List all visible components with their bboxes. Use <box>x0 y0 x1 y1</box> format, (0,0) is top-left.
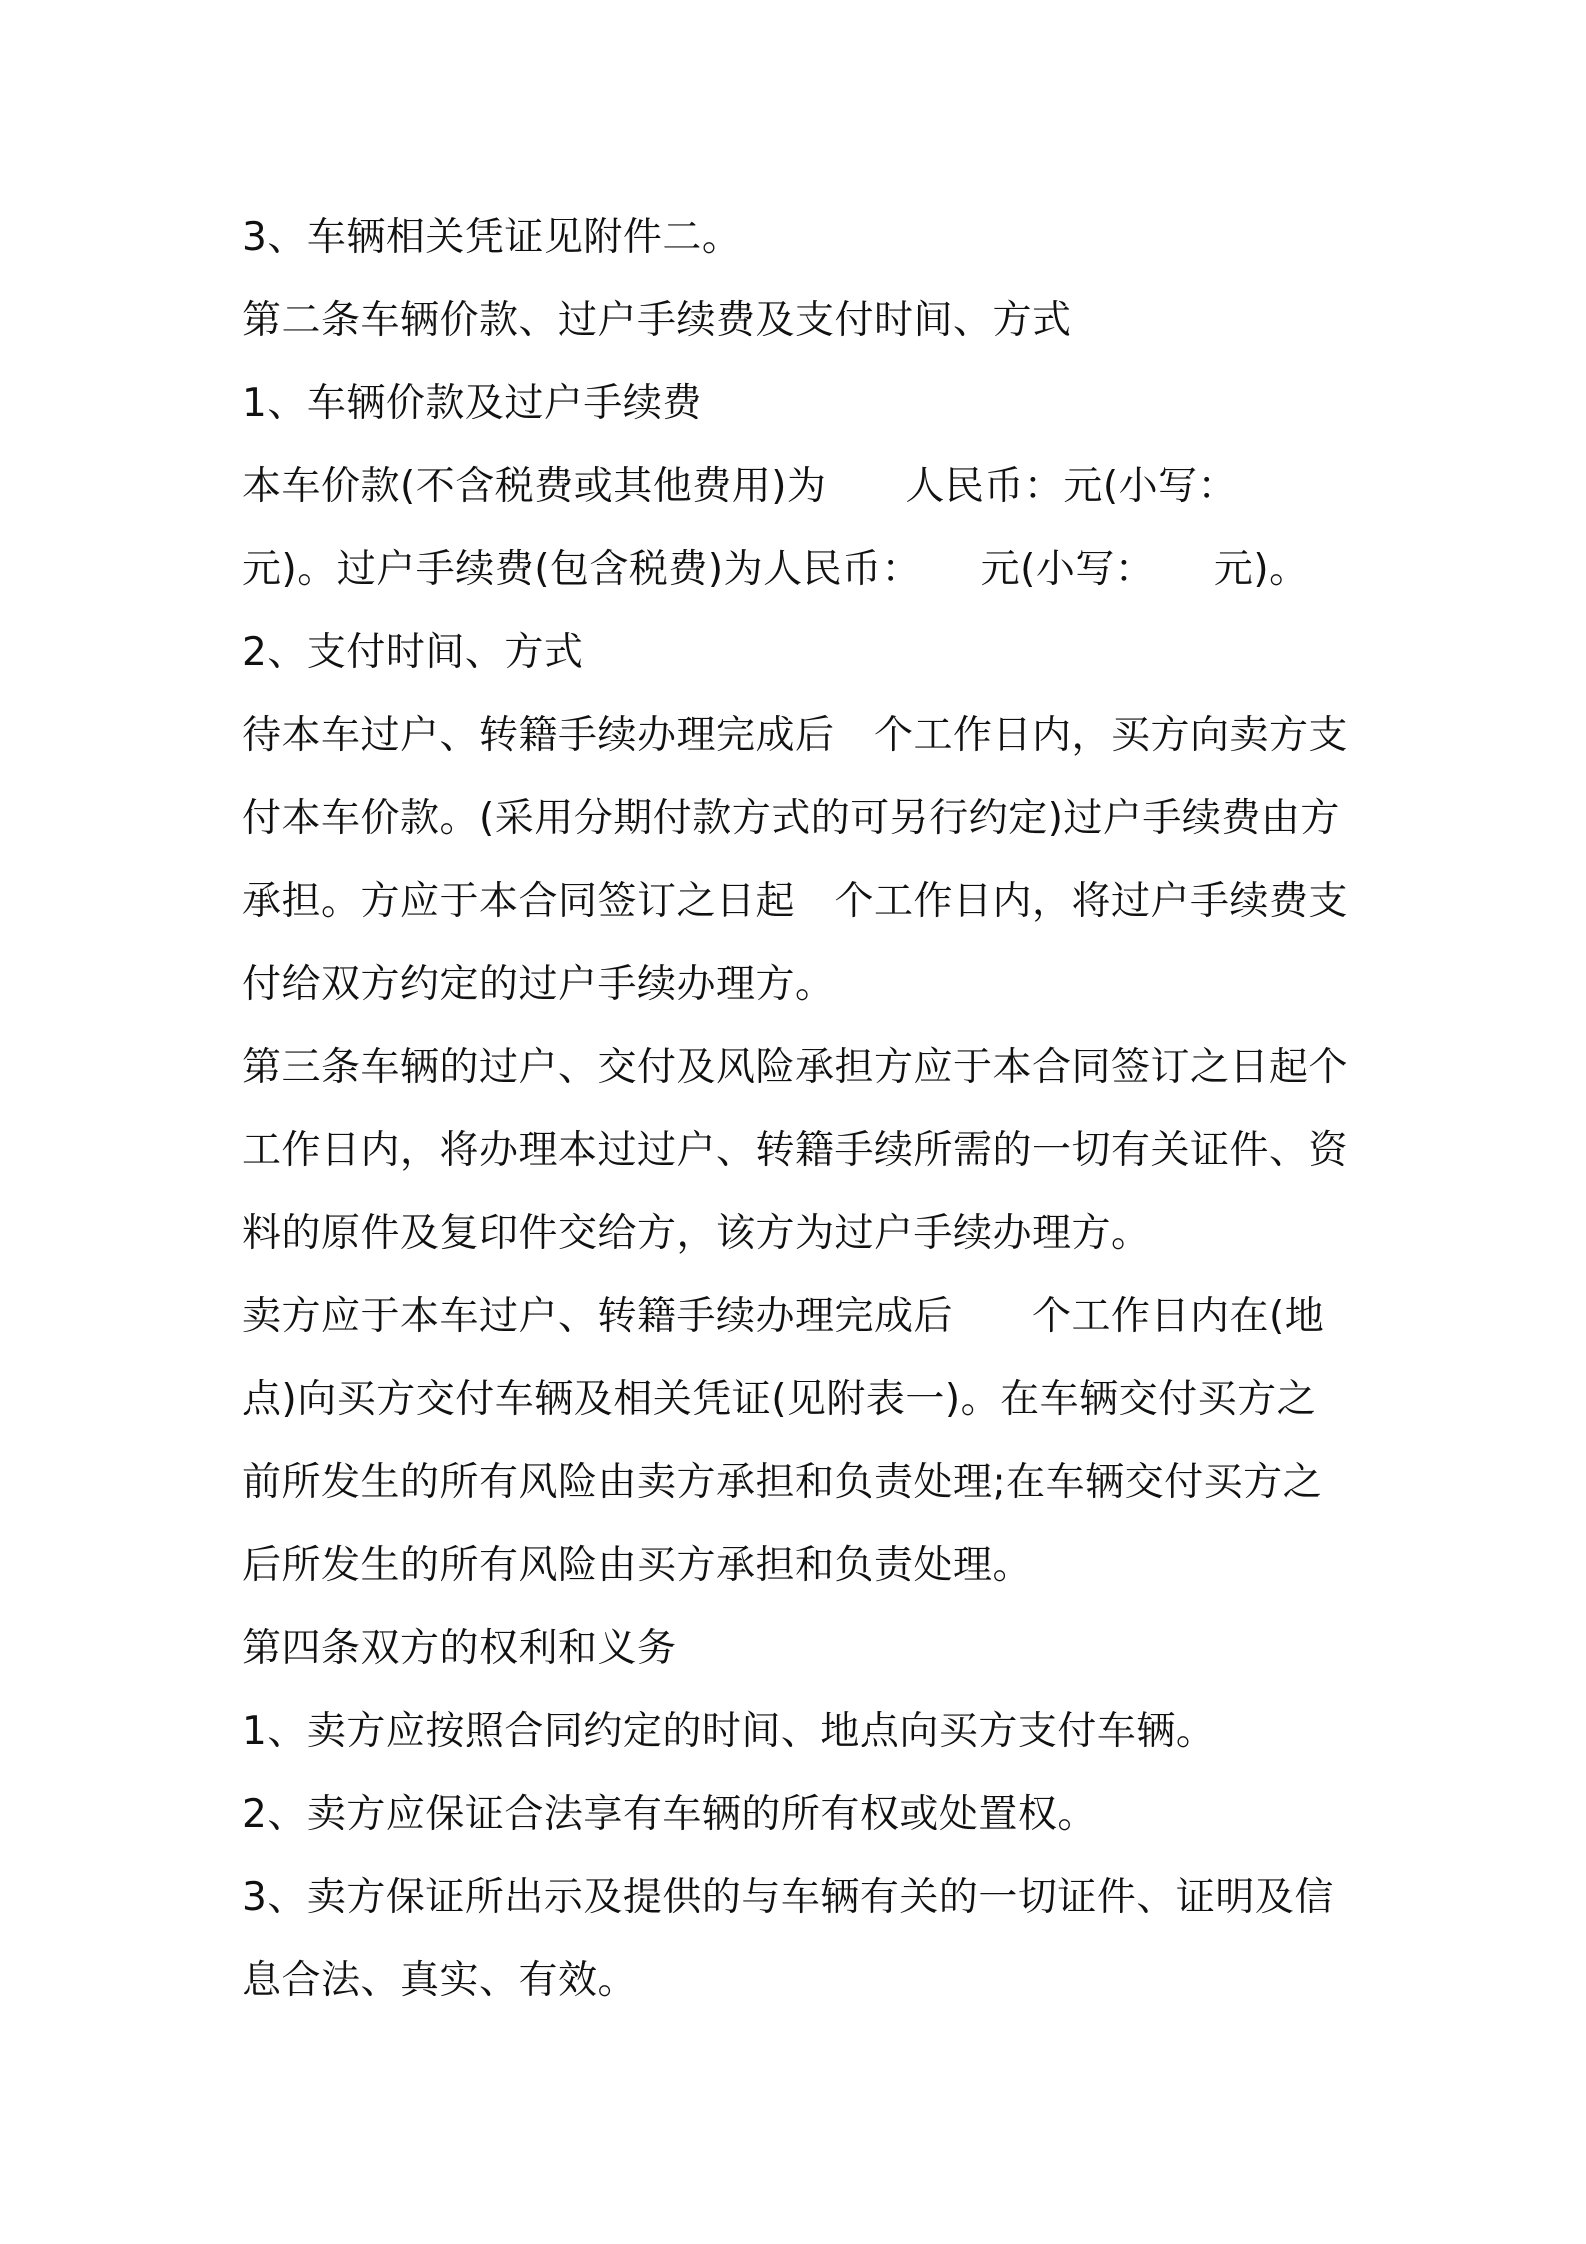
paragraph-price-details: 本车价款(不含税费或其他费用)为 人民币：元(小写： 元)。过户手续费(包含税费)为人民币： 元(小写： 元)。 <box>242 464 1309 592</box>
paragraph-payment-terms: 待本车过户、转籍手续办理完成后 个工作日内，买方向卖方支付本车价款。(采用分期付款方式的可另行约定)过户手续费由方承担。方应于本合同签订之日起 个工作日内，将过户手续费支付给双方约定的过户手续办理方。 <box>242 713 1349 1007</box>
paragraph-delivery-risk: 卖方应于本车过户、转籍手续办理完成后 个工作日内在(地点)向买方交付车辆及相关凭证(见附表一)。在车辆交付买方之前所发生的所有风险由卖方承担和负责处理;在车辆交付买方之后所发生的所有风险由买方承担和负责处理。 <box>242 1294 1325 1588</box>
paragraph-seller-duty-3: 3、卖方保证所出示及提供的与车辆有关的一切证件、证明及信息合法、真实、有效。 <box>242 1875 1334 2003</box>
section-heading-article-4: 第四条双方的权利和义务 <box>242 1626 677 1671</box>
document-body <box>242 196 1352 2022</box>
paragraph-seller-duty-1: 1、卖方应按照合同约定的时间、地点向买方支付车辆。 <box>242 1709 1216 1754</box>
paragraph-item-2-payment: 2、支付时间、方式 <box>242 630 584 675</box>
paragraph-item-1-price-fees: 1、车辆价款及过户手续费 <box>242 381 702 426</box>
section-heading-article-2: 第二条车辆价款、过户手续费及支付时间、方式 <box>242 298 1072 343</box>
section-heading-article-3: 第三条车辆的过户、交付及风险承担方应于本合同签订之日起个工作日内，将办理本过过户、转籍手续所需的一切有关证件、资料的原件及复印件交给方，该方为过户手续办理方。 <box>242 1045 1349 1256</box>
paragraph-seller-duty-2: 2、卖方应保证合法享有车辆的所有权或处置权。 <box>242 1792 1097 1837</box>
paragraph-item-3-vouchers: 3、车辆相关凭证见附件二。 <box>242 215 742 260</box>
